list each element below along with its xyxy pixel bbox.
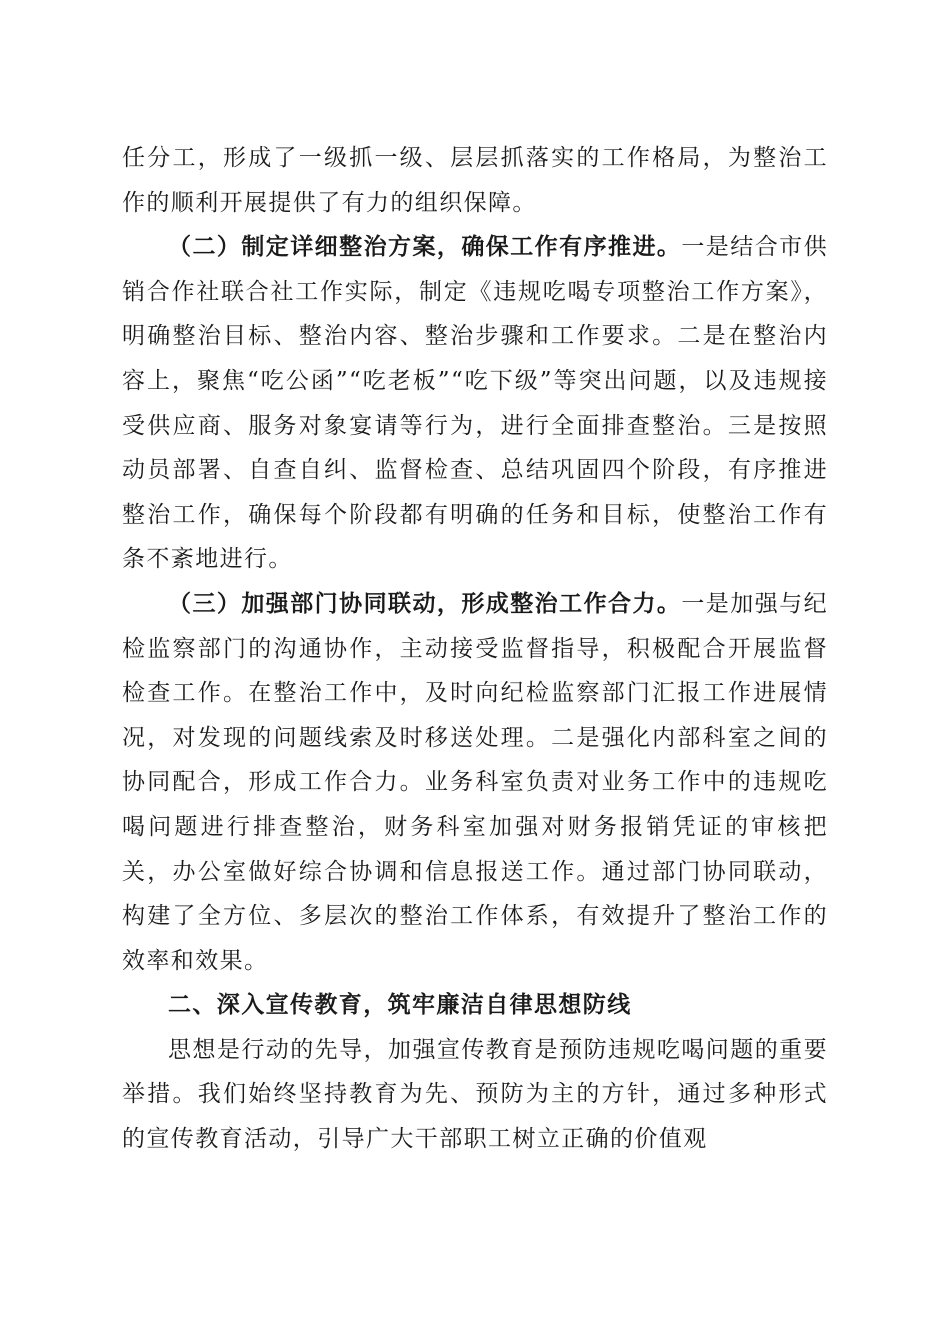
section-3-lead: （三）加强部门协同联动，形成整治工作合力。 [168,589,682,617]
section-2-body: 一是结合市供销合作社联合社工作实际，制定《违规吃喝专项整治工作方案》，明确整治目标、整治内容、整治步骤和工作要求。二是在整治内容上，聚焦“吃公函”“吃老板”“吃下级”等突出问题，以及违规接受供应商、服务对象宴请等行为，进行全面排查整治。三是按照动员部署、自查自纠、监督检查、总结巩固四个阶段，有序推进整治工作，确保每个阶段都有明确的任务和目标，使整治工作有条不紊地进行。 [122,234,828,573]
paragraph-continuation: 任分工，形成了一级抓一级、层层抓落实的工作格局，为整治工作的顺利开展提供了有力的组织保障。 [122,145,828,216]
document-body [122,136,828,1162]
paragraph-section-2 [122,225,828,582]
section-2-lead: （二）制定详细整治方案，确保工作有序推进。 [168,233,682,261]
paragraph-section-3 [122,582,828,983]
heading-part-2: 二、深入宣传教育，筑牢廉洁自律思想防线 [168,992,632,1019]
section-3-body: 一是加强与纪检监察部门的沟通协作，主动接受监督指导，积极配合开展监督检查工作。在整治工作中，及时向纪检监察部门汇报工作进展情况，对发现的问题线索及时移送处理。二是强化内部科室之间的协同配合，形成工作合力。业务科室负责对业务工作中的违规吃喝问题进行排查整治，财务科室加强对财务报销凭证的审核把关，办公室做好综合协调和信息报送工作。通过部门协同联动，构建了全方位、多层次的整治工作体系，有效提升了整治工作的效率和效果。 [122,590,828,974]
paragraph-final: 思想是行动的先导，加强宣传教育是预防违规吃喝问题的重要举措。我们始终坚持教育为先、预防为主的方针，通过多种形式的宣传教育活动，引导广大干部职工树立正确的价值观 [122,1036,828,1153]
